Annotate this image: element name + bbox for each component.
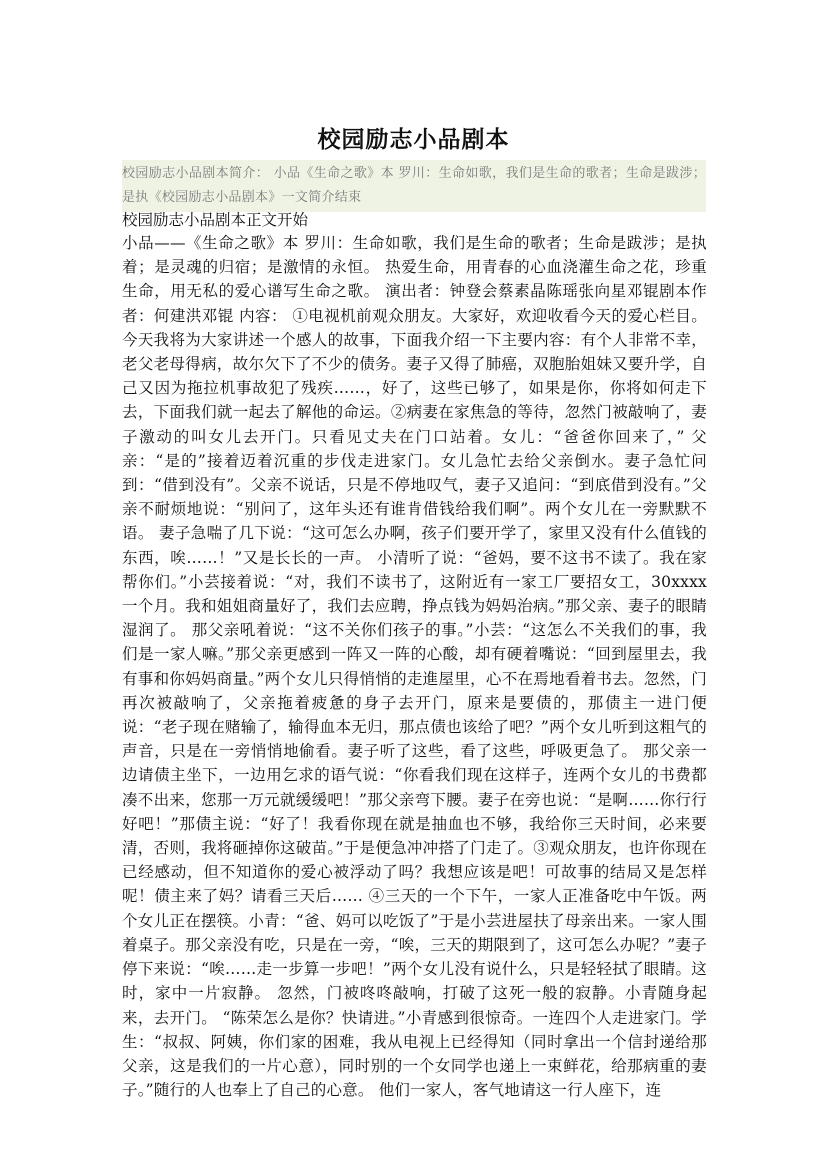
document-summary: 校园励志小品剧本简介： 小品《生命之歌》本 罗川：生命如歌，我们是生命的歌者；生命是跋涉；是执《校园励志小品剧本》一文简介结束	[122, 160, 706, 212]
page-title: 校园励志小品剧本	[317, 126, 510, 153]
body-heading: 校园励志小品剧本正文开始	[122, 211, 309, 229]
body-text: 小品——《生命之歌》本 罗川：生命如歌，我们是生命的歌者；生命是跋涉；是执着；是灵魂的归宿；是激情的永恒。 热爱生命，用青春的心血浇灌生命之花，珍重生命，用无私的爱心谱写生命之歌。 演出者：钟登会蔡素晶陈瑶张向星邓锟剧本作者：何建洪邓锟 内容： ①电视机前观众朋友。大家好，欢迎收看今天的爱心栏目。今天我将为大家讲述一个感人的故事，下面我介绍一下主要内容：有个人非常不幸，老父老母得病，故尔欠下了不少的债务。妻子又得了肺癌，双胞胎姐妹又要升学，自己又因为拖拉机事故犯了残疾……，好了，这些已够了，如果是你，你将如何走下去，下面我们就一起去了解他的命运。②病妻在家焦急的等待，忽然门被敲响了，妻子激动的叫女儿去开门。只看见丈夫在门口站着。女儿：“爸爸你回来了，” 父亲：“是的”接着迈着沉重的步伐走进家门。女儿急忙去给父亲倒水。妻子急忙问到：“借到没有”。父亲不说话，只是不停地叹气，妻子又追问：“到底借到没有。”父亲不耐烦地说：“别问了，这年头还有谁肯借钱给我们啊”。两个女儿在一旁默默不语。 妻子急喘了几下说：“这可怎么办啊，孩子们要开学了，家里又没有什么值钱的东西，唉……！”又是长长的一声。 小清听了说：“爸妈，要不这书不读了。我在家帮你们。”小芸接着说：“对，我们不读书了，这附近有一家工厂要招女工，30xxxx 一个月。我和姐姐商量好了，我们去应聘，挣点钱为妈妈治病。”那父亲、妻子的眼睛湿润了。 那父亲吼着说：“这不关你们孩子的事。”小芸：“这怎么不关我们的事，我们是一家人嘛。”那父亲更感到一阵又一阵的心酸，却有硬着嘴说：“回到屋里去，我有事和你妈妈商量。”两个女儿只得悄悄的走進屋里，心不在焉地看着书去。忽然，门再次被敲响了，父亲拖着疲惫的身子去开门，原来是要债的，那债主一进门便说：“老子现在赌输了，输得血本无归，那点债也该给了吧？”两个女儿听到这粗气的声音，只是在一旁悄悄地偷看。妻子听了这些，看了这些，呼吸更急了。 那父亲一边请债主坐下，一边用乞求的语气说：“你看我们现在这样子，连两个女儿的书费都凑不出来，您那一万元就缓缓吧！”那父亲弯下腰。妻子在旁也说：“是啊……你行行好吧！”那债主说：“好了！我看你现在就是抽血也不够，我给你三天时间，必来要清，否则，我将砸掉你这破苗。”于是便急冲冲搭了门走了。③观众朋友，也许你现在已经感动，但不知道你的爱心被浮动了吗？我想应该是吧！可故事的结局又是怎样呢！债主来了妈？请看三天后…… ④三天的一个下午，一家人正准备吃中午饭。两个女儿正在摆筷。小青：“爸、妈可以吃饭了”于是小芸进屋扶了母亲出来。一家人围着桌子。那父亲没有吃，只是在一旁，“唉，三天的期限到了，这可怎么办呢？”妻子停下来说：“唉……走一步算一步吧！”两个女儿没有说什么，只是轻轻拭了眼睛。这时，家中一片寂静。 忽然，门被咚咚敲响，打破了这死一般的寂静。小青随身起来，去开门。 “陈荣怎么是你？快请进。”小青感到很惊奇。一连四个人走进家门。学生：“叔叔、阿姨，你们家的困难，我从电视上已经得知（同时拿出一个信封递给那父亲，这是我们的一片心意），同时别的一个女同学也递上一束鲜花，给那病重的妻子。”随行的人也奉上了自己的心意。 他们一家人，客气地请这一行人座下，连	[122, 234, 707, 1100]
